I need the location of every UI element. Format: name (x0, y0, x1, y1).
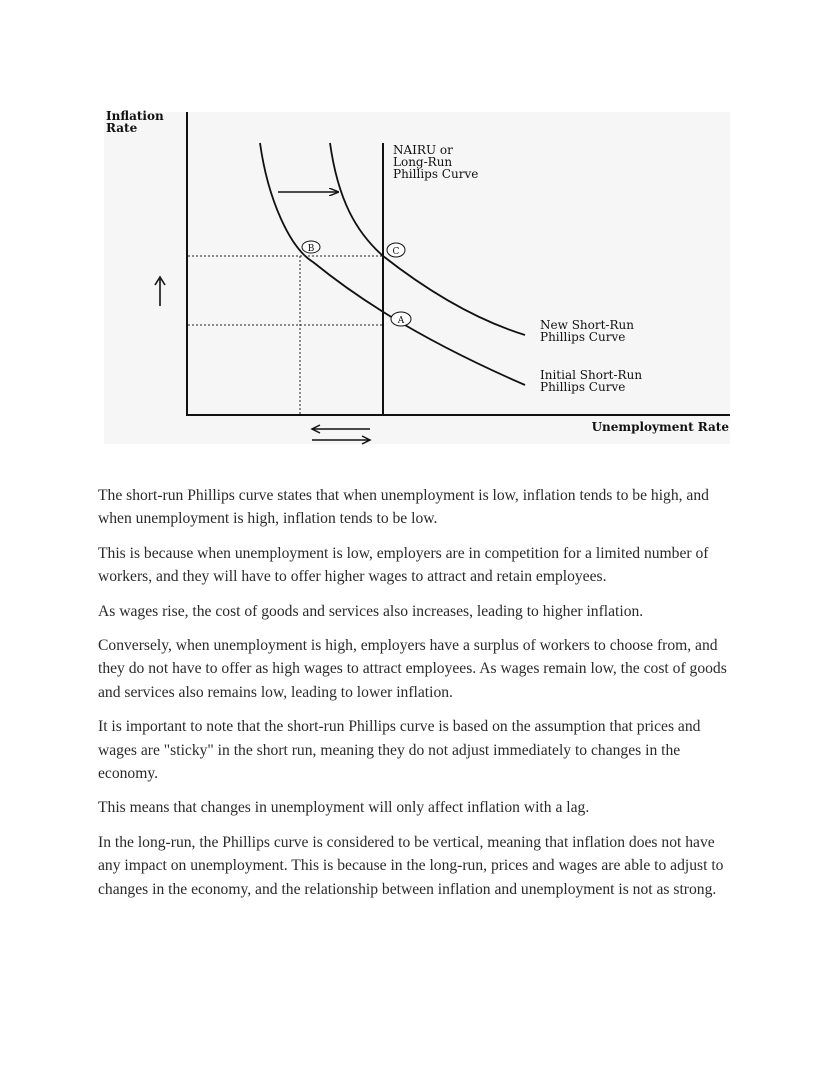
paragraph-2: This is because when unemployment is low, employers are in competition for a limited number of workers, and they will have to offer higher wages to attract and retain employees. (98, 544, 709, 586)
paragraph-5: It is important to note that the short-run Phillips curve is based on the assumption that prices and wages are "sticky" in the short run, meaning they do not adjust immediately to changes in the economy. (98, 718, 701, 783)
new-srpc-label-line1: New Short-Run (540, 318, 634, 332)
point-b-label: B (307, 244, 315, 254)
lrpc-label-line1: NAIRU or (393, 143, 453, 157)
paragraph-6: This means that changes in unemployment will only affect inflation with a lag. (98, 799, 590, 817)
y-axis-label-line1: Inflation (106, 109, 164, 123)
new-srpc-label-line2: Phillips Curve (540, 330, 626, 344)
paragraph-7: In the long-run, the Phillips curve is considered to be vertical, meaning that inflation does not have any impact on unemployment. This is because in the long-run, prices and wages are able to adjust to changes in the economy, and the relationship between inflation and unemployment is not as strong. (98, 833, 724, 898)
phillips-curve-figure (0, 0, 828, 470)
initial-srpc-label-line2: Phillips Curve (540, 380, 626, 394)
point-c-marker (387, 243, 405, 257)
lrpc-label-line2: Long-Run (393, 155, 453, 169)
paragraph-3: As wages rise, the cost of goods and services also increases, leading to higher inflation. (98, 602, 644, 620)
x-axis-label: Unemployment Rate (591, 420, 729, 434)
point-a-marker (391, 312, 411, 326)
article-body (98, 484, 738, 912)
y-axis-label-line2: Rate (106, 121, 138, 135)
point-a-label: A (397, 316, 405, 326)
paragraph-4: Conversely, when unemployment is high, employers have a surplus of workers to choose from, and they do not have to offer as high wages to attract employees. As wages remain low, the cost of goods and services also remains low, leading to lower inflation. (98, 637, 727, 701)
initial-srpc-label-line1: Initial Short-Run (540, 368, 643, 382)
paragraph-1: The short-run Phillips curve states that when unemployment is low, inflation tends to be high, and when unemployment is high, inflation tends to be low. (98, 487, 709, 528)
point-c-label: C (392, 247, 400, 257)
lrpc-label-line3: Phillips Curve (393, 167, 479, 181)
